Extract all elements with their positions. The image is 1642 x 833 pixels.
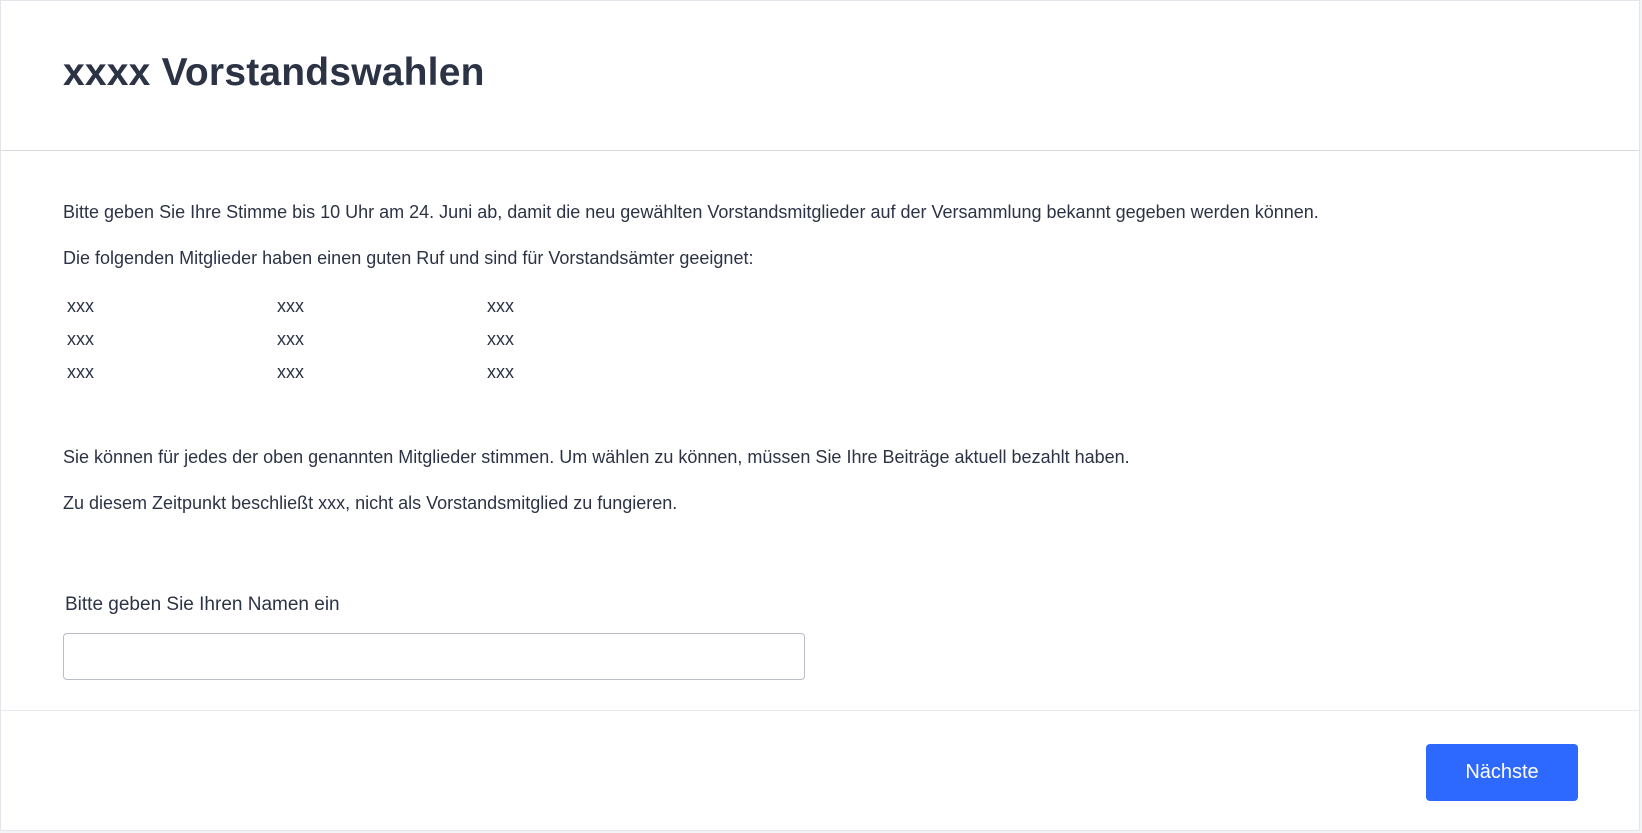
- notice-paragraph: Zu diesem Zeitpunkt beschließt xxx, nicht als Vorstandsmitglied zu fungieren.: [63, 493, 678, 513]
- members-grid: [67, 294, 697, 393]
- member-name: xxx: [67, 362, 94, 382]
- form-header: [1, 1, 1639, 151]
- name-field-label: Bitte geben Sie Ihren Namen ein: [65, 594, 340, 615]
- member-name: xxx: [487, 362, 514, 382]
- member-name: xxx: [67, 329, 94, 349]
- member-name: xxx: [487, 296, 514, 316]
- intro-paragraph: Bitte geben Sie Ihre Stimme bis 10 Uhr am 24. Juni ab, damit die neu gewählten Vorstandsmitglieder auf der Versammlung bekannt gegeben werden können.: [63, 202, 1319, 222]
- members-intro-paragraph: Die folgenden Mitglieder haben einen guten Ruf und sind für Vorstandsämter geeignet:: [63, 248, 754, 268]
- name-input[interactable]: [63, 633, 805, 680]
- member-name: xxx: [277, 296, 304, 316]
- member-name: xxx: [277, 362, 304, 382]
- member-name: xxx: [487, 329, 514, 349]
- page-title: xxxx Vorstandswahlen: [63, 51, 485, 94]
- next-button[interactable]: Nächste: [1426, 744, 1578, 801]
- member-name: xxx: [67, 296, 94, 316]
- member-name: xxx: [277, 329, 304, 349]
- voting-rules-paragraph: Sie können für jedes der oben genannten Mitglieder stimmen. Um wählen zu können, müssen Sie Ihre Beiträge aktuell bezahlt haben.: [63, 447, 1130, 467]
- form-footer: [1, 711, 1639, 831]
- form-content: [1, 151, 1639, 711]
